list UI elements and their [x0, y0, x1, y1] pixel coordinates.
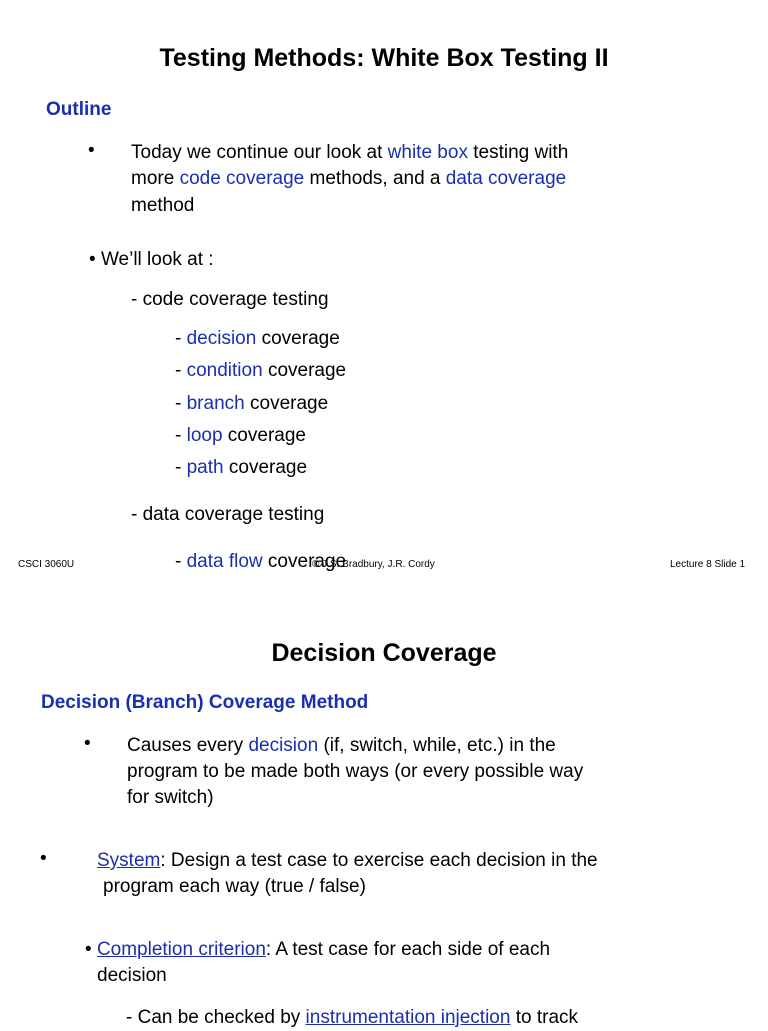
system-link[interactable]: System [97, 850, 161, 871]
footer-course: CSCI 3060U [18, 559, 75, 570]
sub-item-loop: - loop coverage [175, 425, 306, 446]
bullet-1-line-3: method [131, 195, 195, 216]
sub-item-data-flow: - data flow coverage [175, 551, 347, 572]
b4-line-1: - Can be checked by instrumentation injection to track [126, 1007, 579, 1028]
footer-slide-number: Lecture 8 Slide 1 [670, 559, 746, 570]
b2-line-2: program each way (true / false) [103, 876, 366, 897]
code-coverage-item: - code coverage testing [131, 289, 329, 310]
slide-2-title: Decision Coverage [271, 639, 497, 667]
sub-item-decision: - decision coverage [175, 328, 340, 349]
bullet-1-line-1: Today we continue our look at white box testing with [131, 142, 569, 163]
b2-line-1: System: Design a test case to exercise each decision in the [97, 850, 598, 871]
sub-item-condition: - condition coverage [175, 360, 347, 381]
bullet-1-line-2: more code coverage methods, and a data coverage [131, 168, 567, 189]
method-heading: Decision (Branch) Coverage Method [41, 692, 369, 713]
b1-line-2: program to be made both ways (or every possible way [127, 761, 584, 782]
outline-heading: Outline [46, 99, 112, 120]
bullet-marker: • [84, 733, 91, 754]
b1-line-3: for switch) [127, 787, 214, 808]
bullet-marker: • [40, 848, 47, 869]
b1-line-1: Causes every decision (if, switch, while, etc.) in the [127, 735, 556, 756]
data-coverage-item: - data coverage testing [131, 504, 325, 525]
b3-line-1: • Completion criterion: A test case for each side of each [85, 939, 551, 960]
slide-1-title: Testing Methods: White Box Testing II [159, 44, 609, 72]
footer-copyright: © J.S. Bradbury, J.R. Cordy [312, 559, 435, 570]
bullet-marker: • [88, 140, 95, 161]
completion-criterion-link[interactable]: Completion criterion [96, 939, 266, 960]
sub-item-branch: - branch coverage [175, 393, 329, 414]
b3-line-2: decision [97, 965, 167, 986]
instrumentation-injection-link[interactable]: instrumentation injection [305, 1007, 511, 1028]
sub-item-path: - path coverage [175, 457, 308, 478]
bullet-2: • We’ll look at : [89, 249, 214, 270]
